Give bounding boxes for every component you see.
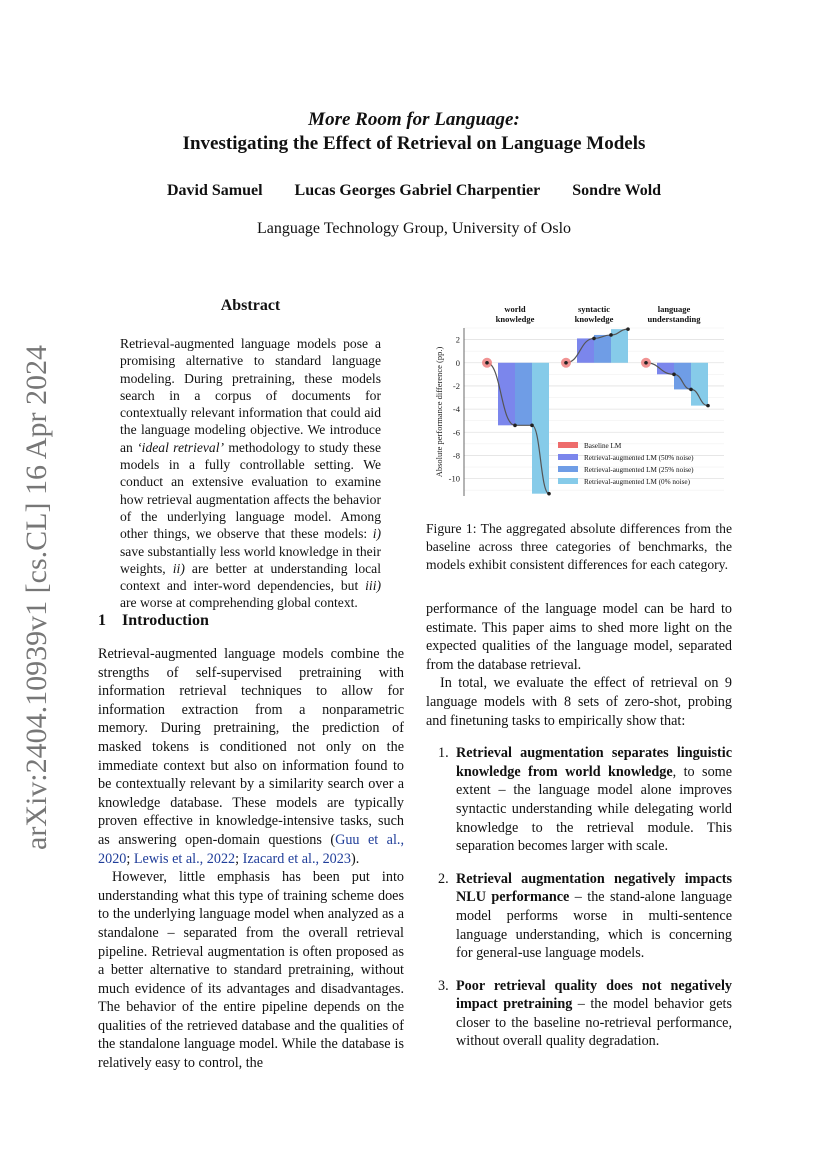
y-tick-label: -10 <box>448 473 460 484</box>
right-column <box>426 600 732 1065</box>
intro-paragraph: In total, we evaluate the effect of retrieval on 9 language models with 8 sets of zero-shot, probing and finetuning tasks to empirically show that: <box>426 675 732 729</box>
item-number: 1. <box>438 745 449 762</box>
y-tick-label: -2 <box>452 380 460 391</box>
category-label: syntactic <box>577 304 611 314</box>
abstract-segment: save substantially less world knowledge in their weights, <box>120 543 381 576</box>
abstract-emphasis: ‘ideal retrieval’ <box>137 439 225 455</box>
section-title: Introduction <box>122 612 209 629</box>
citation-link[interactable]: Izacard et al., 2023 <box>242 850 351 867</box>
abstract-segment: methodology to study these models in a fully controllable setting. We conduct an extensive evaluation to examine how retrieval augmentation affects the behavior of the underlying language model. Among other things, we observe that these models: <box>120 439 381 542</box>
contribution-item <box>426 870 732 963</box>
category-label: knowledge <box>574 314 614 324</box>
item-text: , to some extent – the language model alone improves syntactic understanding while delegating world knowledge to the retrieval module. This separation becomes larger with scale. <box>456 763 732 855</box>
item-bold: Poor retrieval quality does not negatively impact pretraining <box>456 977 732 1013</box>
y-tick-label: 0 <box>455 357 460 368</box>
citation-separator: ; <box>235 850 243 867</box>
data-point <box>530 424 534 428</box>
contribution-item <box>426 977 732 1051</box>
data-point <box>513 424 517 428</box>
data-point <box>485 361 489 365</box>
legend-entry: Retrieval-augmented LM (0% noise) <box>584 478 690 486</box>
citation-link[interactable]: Lewis et al., 2022 <box>133 850 236 867</box>
category-label: world <box>504 304 526 314</box>
author-name: David Samuel <box>166 182 263 199</box>
category-label: knowledge <box>495 314 535 324</box>
paragraph-text: ). <box>350 850 360 867</box>
data-point <box>672 373 676 377</box>
data-point <box>626 327 630 331</box>
item-bold: Retrieval augmentation negatively impacts NLU performance <box>456 870 732 906</box>
author-name: Sondre Wold <box>572 182 662 199</box>
section-heading <box>98 612 209 630</box>
author-name: Lucas Georges Gabriel Charpentier <box>294 182 541 199</box>
citation-separator: ; <box>126 850 134 867</box>
section-number: 1 <box>98 612 106 629</box>
item-number: 3. <box>438 977 449 994</box>
category-label: understanding <box>647 314 701 324</box>
bar <box>594 335 611 363</box>
y-tick-label: -4 <box>452 404 460 415</box>
abstract-emphasis: i) <box>372 526 381 542</box>
data-point <box>689 388 693 392</box>
abstract-emphasis: iii) <box>365 578 381 594</box>
abstract-segment: are worse at comprehending global context. <box>120 595 358 611</box>
figure-1 <box>426 300 736 500</box>
intro-paragraph <box>98 645 404 868</box>
data-point <box>592 337 596 341</box>
data-point <box>564 361 568 365</box>
bar <box>691 363 708 406</box>
item-text: – the stand-alone language model performs worse in multi-sentence language understanding, which is concerning for general-use language models. <box>456 889 733 962</box>
title-line-1: More Room for Language: <box>308 109 520 130</box>
legend-entry: Baseline LM <box>584 442 622 450</box>
bar <box>674 363 691 390</box>
affiliation: Language Technology Group, University of Oslo <box>256 220 572 237</box>
legend-swatch <box>558 442 578 448</box>
item-number: 2. <box>438 870 449 887</box>
title-line-2: Investigating the Effect of Retrieval on Language Models <box>182 133 646 154</box>
bar <box>515 363 532 426</box>
abstract-heading: Abstract <box>220 297 281 314</box>
abstract-emphasis: ii) <box>172 560 185 576</box>
legend-swatch <box>558 454 578 460</box>
left-column <box>98 645 404 1073</box>
item-bold: Retrieval augmentation separates linguistic knowledge from world knowledge <box>456 745 732 780</box>
data-point <box>609 333 613 337</box>
paper-title <box>0 108 828 156</box>
figure-caption: Figure 1: The aggregated absolute differences from the baseline across three categories of benchmarks, the models exhibit consistent differences for each category. <box>426 521 732 572</box>
data-point <box>644 361 648 365</box>
intro-paragraph: However, little emphasis has been put into understanding what this type of training scheme does to the underlying language model when analyzed as a standalone – separated from the overall retrieval pipeline. Retrieval augmentation is often proposed as a better alternative to standard pretraining, without much evidence of its advantages and disadvantages. The behavior of the entire pipeline depends on the qualities of the retrieved database and the qualities of the standalone language model. While the database is relatively easy to control, the <box>98 869 404 1072</box>
contribution-item <box>426 744 732 856</box>
citation-link[interactable]: Guu et al., 2020 <box>98 831 404 867</box>
contribution-list <box>426 744 732 1051</box>
intro-paragraph: performance of the language model can be hard to estimate. This paper aims to shed more light on the expected qualities of the language model, separated from the database retrieval. <box>426 601 732 673</box>
y-tick-label: 2 <box>455 334 460 345</box>
bar-chart <box>426 300 736 500</box>
legend-swatch <box>558 478 578 484</box>
category-label: language <box>657 304 691 314</box>
abstract-segment: Retrieval-augmented language models pose a promising alternative to standard language modeling. During pretraining, these models search in a corpus of documents for contextually relevant information that could aid the language modeling objective. We introduce an <box>120 336 381 455</box>
data-point <box>706 404 710 408</box>
abstract-segment: are better at understanding local context and inter-word dependencies, but <box>120 560 381 594</box>
y-tick-label: -6 <box>452 427 460 438</box>
author-list <box>0 182 828 200</box>
legend-entry: Retrieval-augmented LM (25% noise) <box>584 466 694 474</box>
y-axis-label: Absolute performance difference (pp.) <box>434 346 444 478</box>
data-point <box>547 492 551 496</box>
legend-swatch <box>558 466 578 472</box>
legend-entry: Retrieval-augmented LM (50% noise) <box>584 454 694 462</box>
arxiv-stamp-text: arXiv:2404.10939v1 [cs.CL] 16 Apr 2024 <box>20 345 53 850</box>
y-tick-label: -8 <box>452 450 460 461</box>
item-text: – the model behavior gets closer to the baseline no-retrieval performance, without overall quality degradation. <box>456 996 732 1050</box>
abstract-text <box>120 335 381 612</box>
paragraph-text: Retrieval-augmented language models combine the strengths of self-supervised pretraining with information retrieval techniques to allow for information extraction from a nonparametric memory. During pretraining, the prediction of masked tokens is conditioned not only on the immediate context but also on information found to be contextually relevant by a similarity search over a knowledge database. These models are typically proven effective in knowledge-intensive tasks, such as answering open-domain questions ( <box>98 646 404 848</box>
